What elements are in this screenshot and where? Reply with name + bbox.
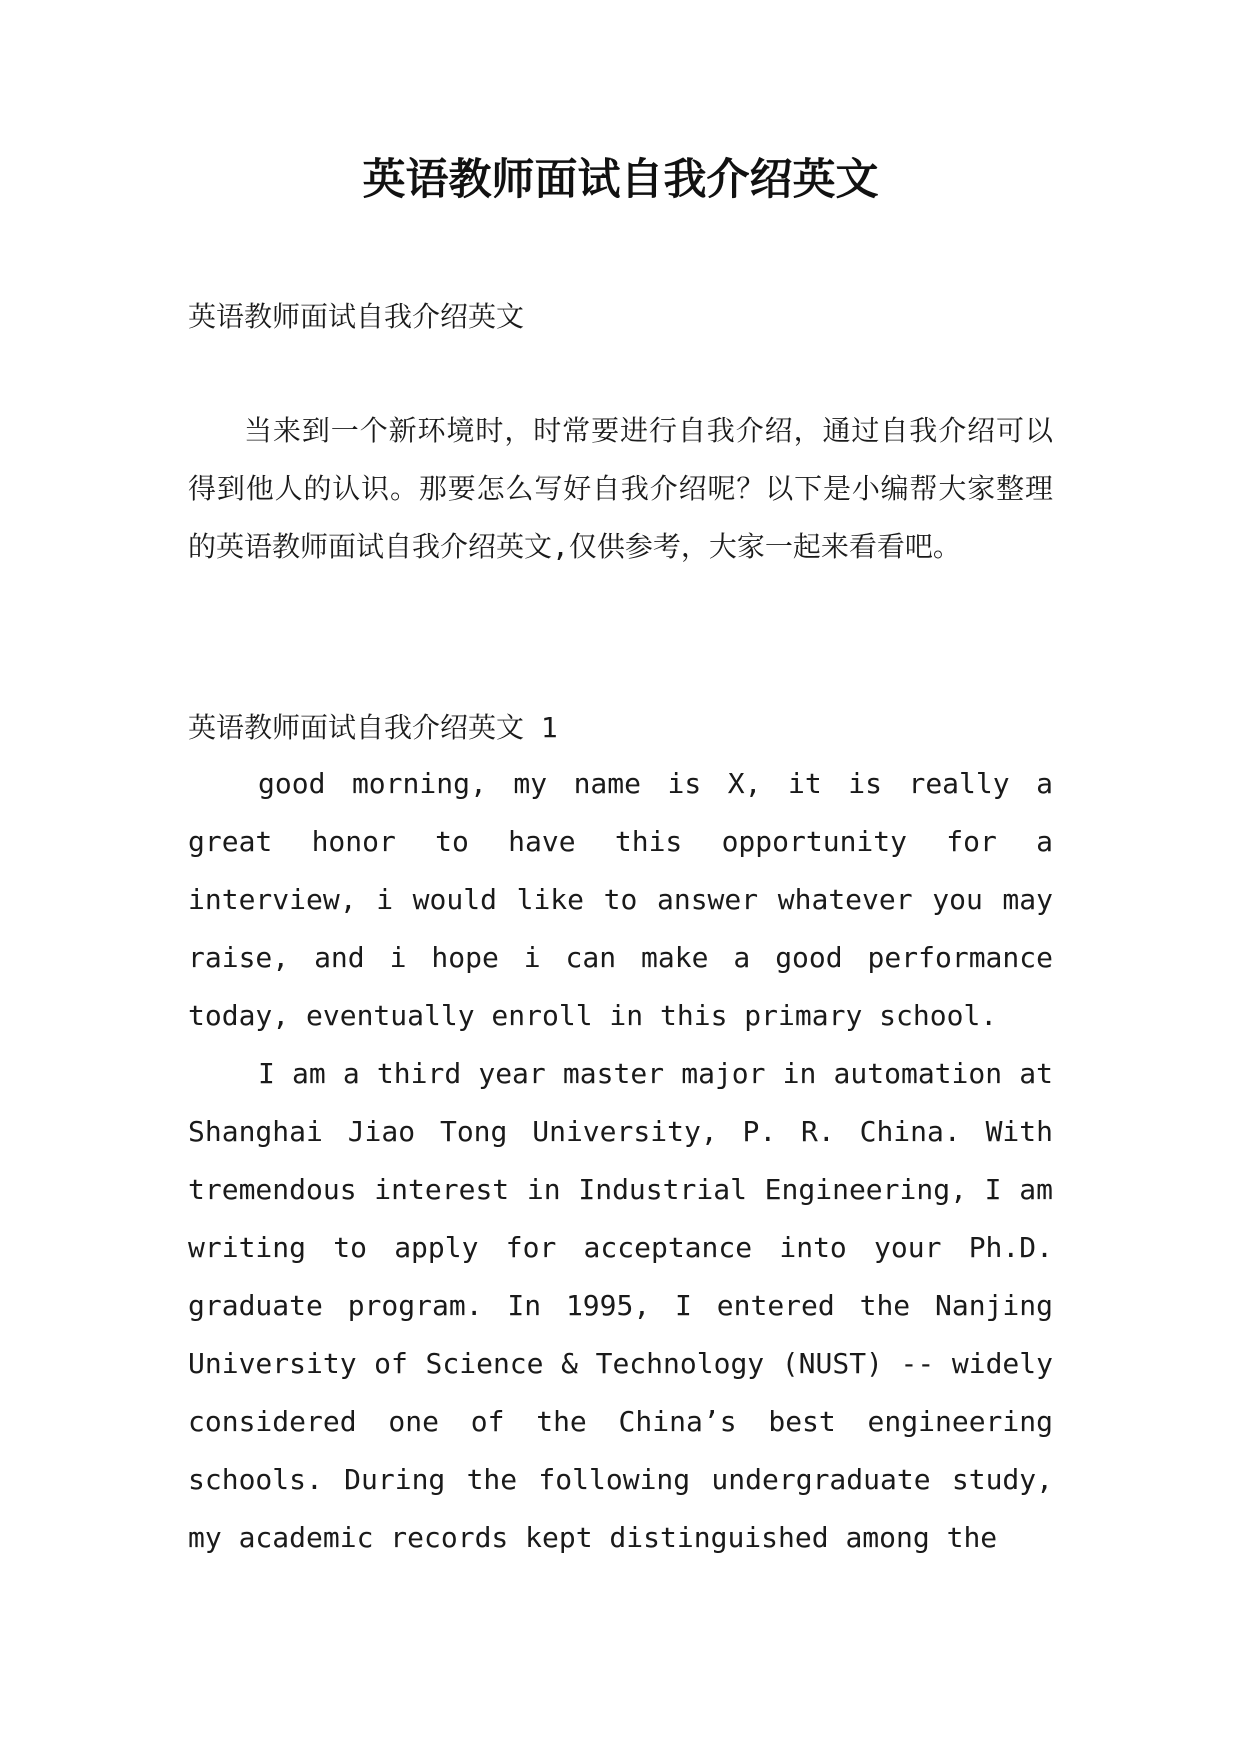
english-body — [188, 755, 1053, 1567]
document-title: 英语教师面试自我介绍英文 — [362, 155, 879, 205]
intro-paragraph: 当来到一个新环境时，时常要进行自我介绍，通过自我介绍可以得到他人的认识。那要怎么写好自我介绍呢？以下是小编帮大家整理的英语教师面试自我介绍英文,仅供参考，大家一起来看看吧。 — [188, 414, 1053, 563]
paragraph-greeting: good morning, my name is X, it is really a great honor to have this opportunity for a interview, i would like to answer whatever you may raise, and i hope i can make a good performance today, eventually enroll in this primary school. — [188, 767, 1053, 1032]
section-heading: 英语教师面试自我介绍英文 1 — [188, 711, 558, 744]
paragraph-background: I am a third year master major in automation at Shanghai Jiao Tong University, P. R. China. With tremendous interest in Industrial Engineering, I am writing to apply for acceptance into your Ph.D. graduate program. In 1995, I entered the Nanjing University of Science & Technology (NUST) -- widely considered one of the China’s best engineering schools. During the following undergraduate study, my academic records kept distinguished among the — [188, 1057, 1053, 1554]
document-subtitle: 英语教师面试自我介绍英文 — [188, 300, 525, 333]
